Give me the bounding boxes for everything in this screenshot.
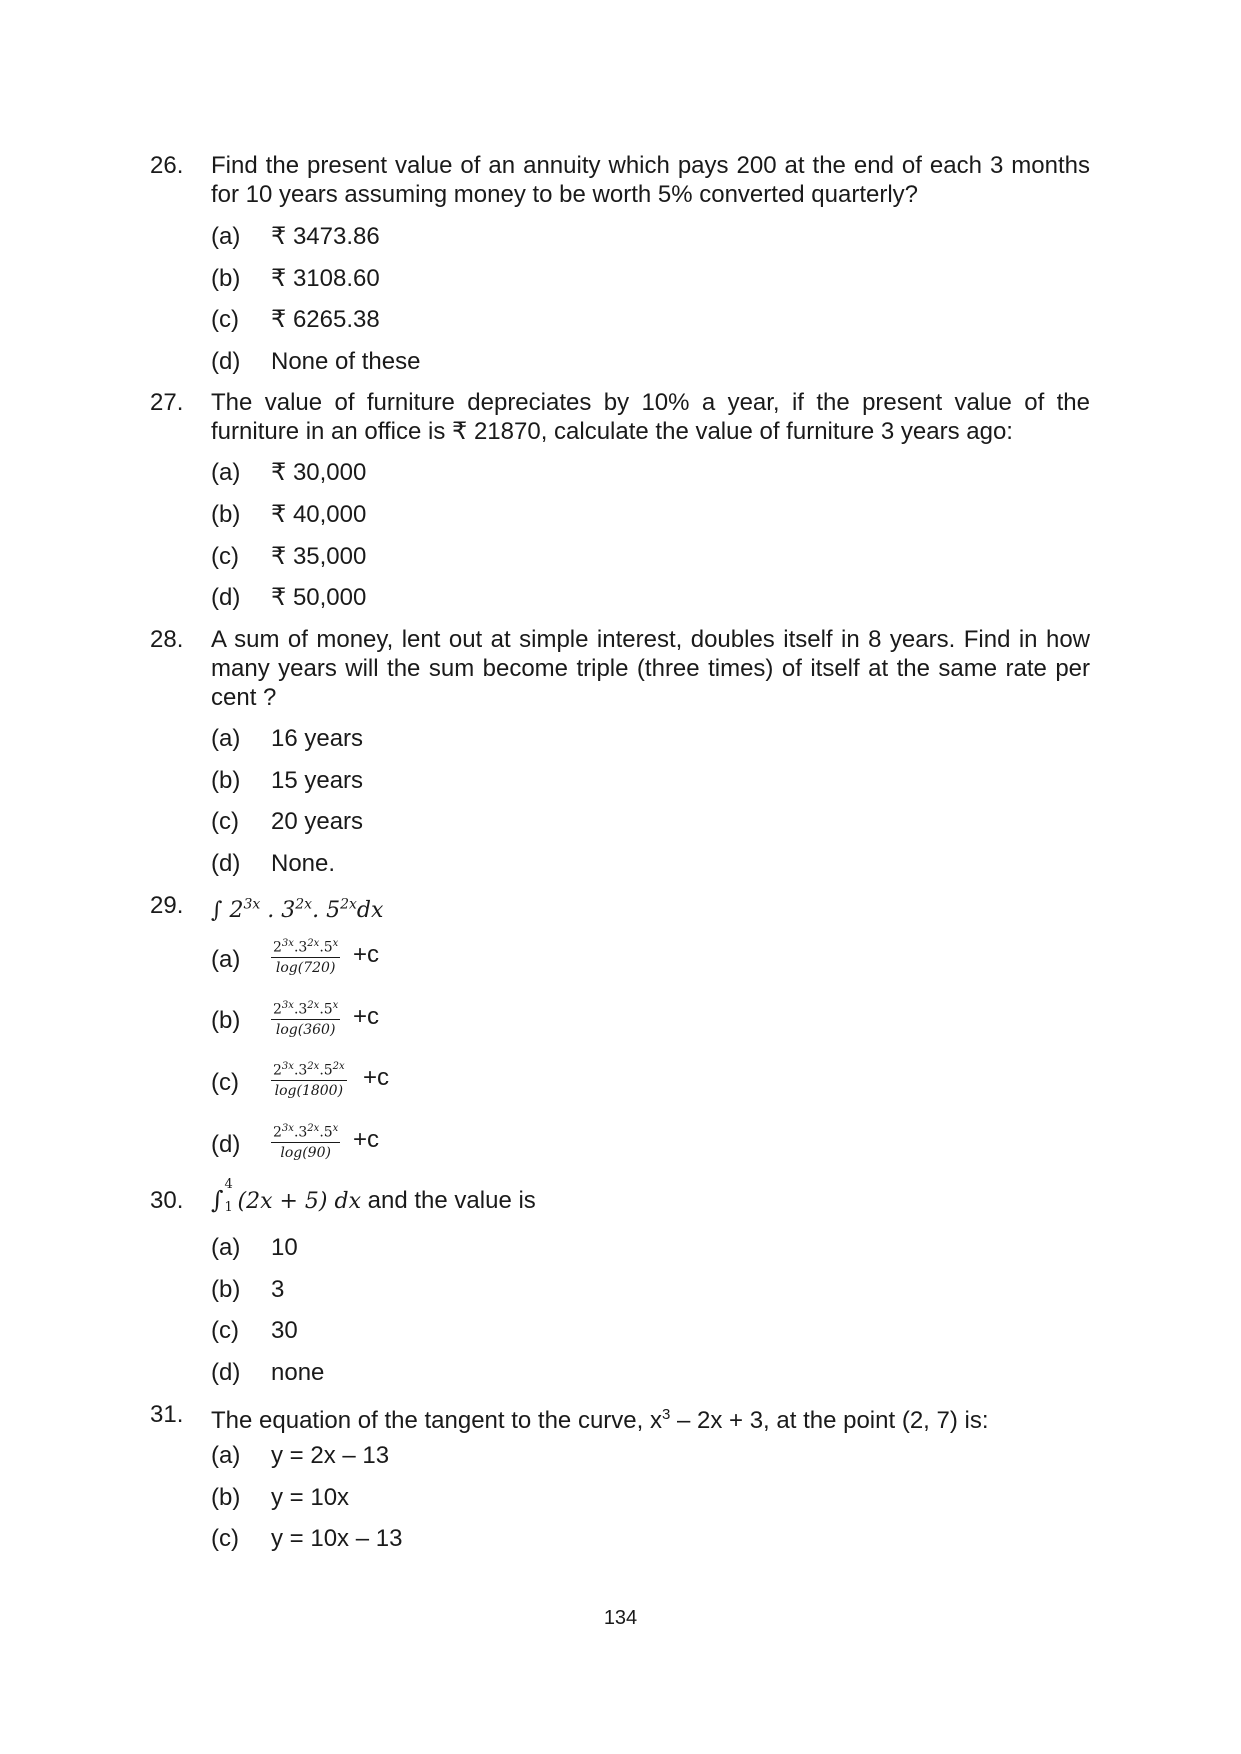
option-27a [211,458,366,487]
option-label: (b) [211,265,241,292]
option-label: (b) [211,1484,241,1511]
option-text: 16 years [271,725,364,752]
option-label: (c) [211,1525,239,1552]
question-number: 31. [150,1401,184,1428]
question-number: 28. [150,626,184,653]
option-label: (c) [211,306,239,333]
option-text: y = 10x [271,1484,350,1511]
option-text: 15 years [271,767,364,794]
option-text: ₹ 35,000 [271,543,367,570]
option-text: ₹ 50,000 [271,584,367,611]
option-text: 20 years [271,808,364,835]
option-text: None. [271,850,336,877]
option-text: y = 10x – 13 [271,1525,403,1552]
option-28b [211,766,363,795]
option-29a-fraction [271,935,340,977]
option-label: (b) [211,1007,241,1034]
fraction-numerator: $2^{3x}.3^{2x}.5^x$ [271,997,340,1020]
option-label: (d) [211,1131,241,1158]
question-text: The equation of the tangent to the curve, $x^3 - 2x + 3$, at the point (2, 7) is: [211,1406,989,1434]
option-26c [211,305,380,334]
option-label: (b) [211,767,241,794]
question-31 [150,1400,1090,1435]
option-31c [211,1524,402,1553]
question-number: 30. [150,1187,184,1214]
question-30 [150,1177,1090,1216]
constant-suffix: +c [353,1126,380,1153]
option-label: (b) [211,1276,241,1303]
question-integral [211,891,1090,925]
option-label: (c) [211,1317,239,1344]
integral-expression: ∫ $2^{3x}$ . $3^{2x}$. $5^{2x}dx$ [211,897,384,924]
integrand: (2x + 5) dx [237,1189,361,1214]
fraction-numerator: $2^{3x}.3^{2x}.5^{2x}$ [271,1058,347,1081]
question-number: 27. [150,389,184,416]
option-29c-fraction [271,1058,347,1100]
option-label: (a) [211,1234,241,1261]
constant-suffix: +c [353,1003,380,1030]
option-27b [211,500,366,529]
question-text: Find the present value of an annuity which pays 200 at the end of each 3 months for 10 years assuming money to be worth 5% converted quarterly? [211,152,1090,208]
option-28d [211,849,335,878]
constant-suffix: +c [353,941,380,968]
option-31a [211,1441,389,1470]
option-label: (c) [211,1069,239,1096]
question-number: 29. [150,892,184,919]
option-label: (a) [211,946,241,973]
option-text: ₹ 6265.38 [271,306,380,333]
fraction-denominator: log(90) [280,1144,331,1161]
option-text: 10 [271,1234,298,1261]
question-text: A sum of money, lent out at simple interest, doubles itself in 8 years. Find in how many years will the sum become triple (three times) of itself at the same rate per cent ? [211,626,1090,711]
option-30d [211,1358,324,1387]
fraction-numerator: $2^{3x}.3^{2x}.5^x$ [271,1120,340,1143]
option-26b [211,264,380,293]
fraction-denominator: log(720) [275,959,336,976]
option-29b-fraction [271,997,340,1039]
integral-sign: ∫ [211,1186,224,1214]
upper-limit: 4 [224,1177,233,1192]
option-30c [211,1316,298,1345]
option-text: 3 [271,1276,285,1303]
option-label: (c) [211,808,239,835]
page-number: 134 [603,1607,638,1629]
option-label: (a) [211,725,241,752]
option-text: None of these [271,348,421,375]
option-30a [211,1233,298,1262]
option-text: y = 2x – 13 [271,1442,390,1469]
option-29d-fraction [271,1120,340,1162]
option-label: (a) [211,459,241,486]
option-27c [211,542,366,571]
question-26 [150,151,1090,209]
question-text: The value of furniture depreciates by 10% a year, if the present value of the furniture in an office is ₹ 21870, calculate the value of furniture 3 years ago: [211,389,1090,445]
option-28a [211,724,363,753]
lower-limit: 1 [224,1200,233,1215]
question-28 [150,625,1090,712]
option-label: (b) [211,501,241,528]
fraction-denominator: log(1800) [274,1082,344,1099]
option-text: ₹ 30,000 [271,459,367,486]
option-label: (c) [211,543,239,570]
fraction-numerator: $2^{3x}.3^{2x}.5^x$ [271,935,340,958]
fraction-denominator: log(360) [275,1021,336,1038]
option-text: none [271,1359,325,1386]
option-31b [211,1483,349,1512]
option-26d [211,347,420,376]
question-number: 26. [150,152,184,179]
option-text: ₹ 40,000 [271,501,367,528]
question-tail: and the value is [361,1187,536,1214]
integral-sign: ∫ [211,898,223,924]
question-27 [150,388,1090,446]
constant-suffix: +c [363,1064,390,1091]
question-integral [211,1177,1090,1216]
option-28c [211,807,363,836]
option-label: (a) [211,1442,241,1469]
option-label: (a) [211,223,241,250]
option-text: 30 [271,1317,298,1344]
option-26a [211,222,380,251]
option-30b [211,1275,284,1304]
option-label: (d) [211,348,241,375]
option-label: (d) [211,1359,241,1386]
option-27d [211,583,366,612]
question-29 [150,891,1090,925]
option-label: (d) [211,850,241,877]
option-text: ₹ 3108.60 [271,265,380,292]
option-text: ₹ 3473.86 [271,223,380,250]
option-label: (d) [211,584,241,611]
